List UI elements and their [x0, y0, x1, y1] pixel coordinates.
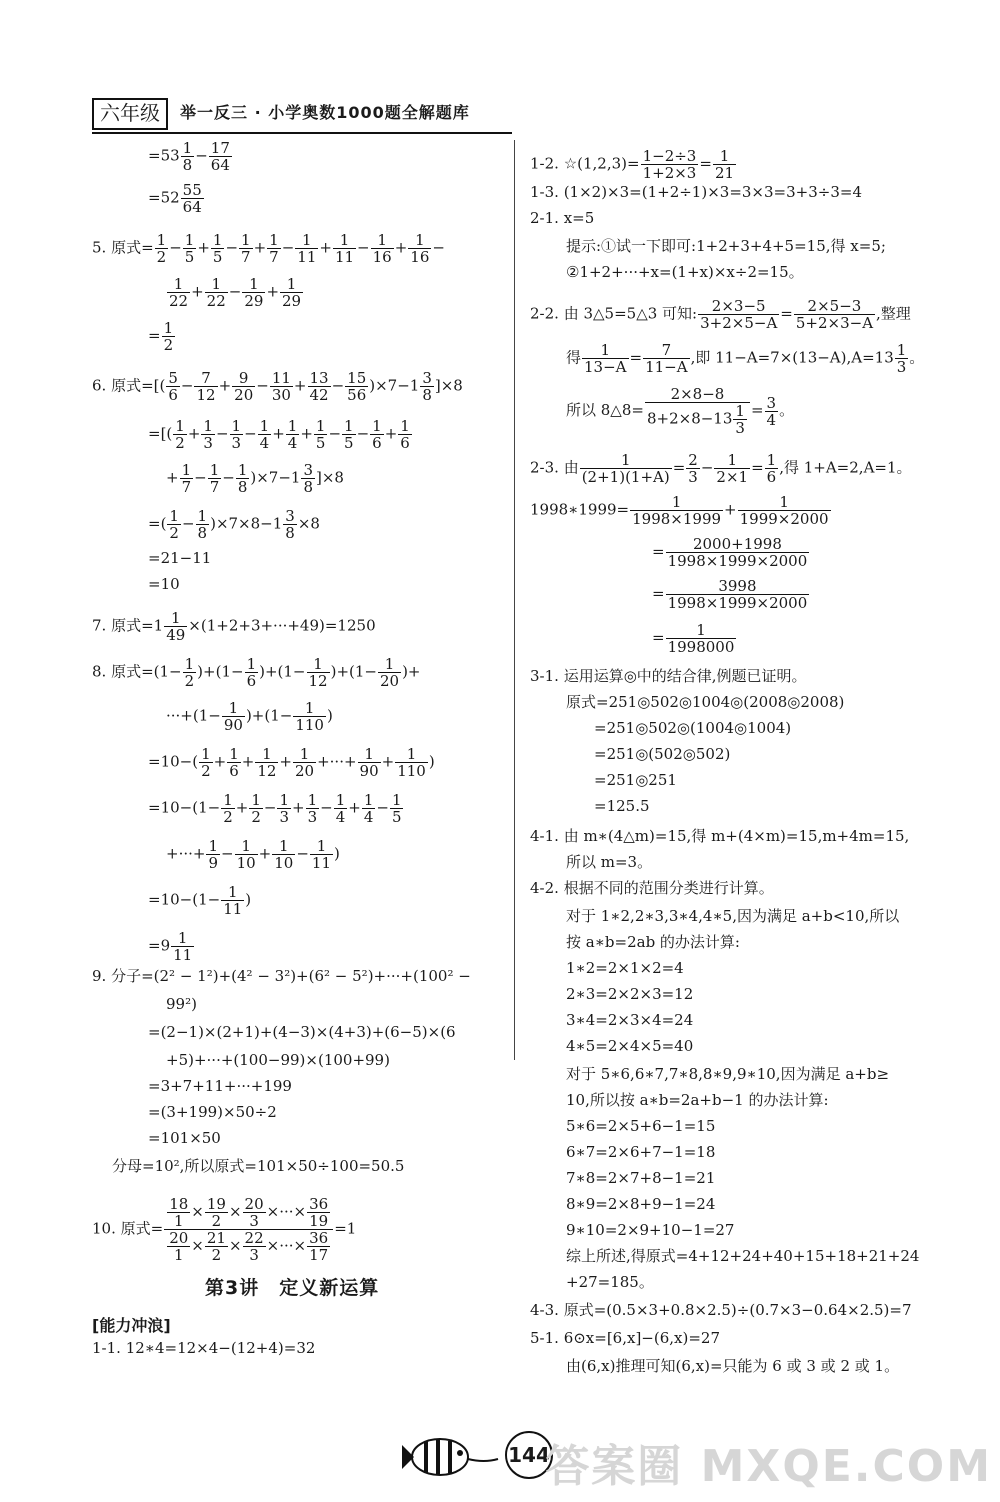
grade-label: 六年级 [92, 98, 168, 130]
header-rule [92, 132, 512, 134]
column-divider [514, 140, 515, 1060]
text-line: =125.5 [594, 797, 650, 815]
problem-7: 7. 原式=1 $\frac{1}{49}$ ×(1+2+3+···+49)=1250 [92, 609, 376, 644]
text-line: =251◎502◎(1004◎1004) [594, 719, 792, 737]
text-line: 7∗8=2×7+8−1=21 [566, 1169, 716, 1187]
text-line: 得 $\frac{1}{13-A}$ = $\frac{7}{11-A}$ ,即 11−A=7×(13−A),A=13 $\frac{1}{3}$ 。 [566, 341, 925, 376]
text-line: ②1+2+···+x=(1+x)×x÷2=15。 [566, 263, 804, 281]
text-line: =10−(1− $\frac{1}{11}$ ) [148, 883, 252, 918]
text-line: =( $\frac{1}{2}$ − $\frac{1}{8}$ )×7×8−1 $\frac{3}{8}$ ×8 [148, 507, 320, 542]
problem-1-1: 1-1. 12∗4=12×4−(12+4)=32 [92, 1339, 316, 1357]
problem-4-3: 4-3. 原式=(0.5×3+0.8×2.5)÷(0.7×3−0.64×2.5)=7 [530, 1301, 912, 1319]
series-title: 举一反三 · 小学奥数1000题全解题库 [180, 103, 470, 122]
text-line: +27=185。 [566, 1273, 654, 1291]
problem-3-1: 3-1. 运用运算◎中的结合律,例题已证明。 [530, 667, 807, 685]
problem-1-2: 1-2. ☆(1,2,3)= $\frac{1-2\div 3}{1+2\times 3}$ = $\frac{1}{21}$ [530, 147, 735, 182]
fish-icon [400, 1425, 500, 1485]
text-line: 所以 8△8= 2×8−8 8+2×8−13 $\frac{1}{3}$ = $\frac{3}{4}$ 。 [566, 385, 795, 437]
text-line: +5)+···+(100−99)×(100+99) [166, 1051, 390, 1069]
text-line: +···+ $\frac{1}{9}$ − $\frac{1}{10}$ + $\frac{1}{10}$ − $\frac{1}{11}$ ) [166, 837, 340, 872]
watermark: 答案圈 MXQE.COM [545, 1441, 992, 1492]
text-line: 10,所以按 a∗b=2a+b−1 的办法计算: [566, 1091, 829, 1109]
text-line: 99²) [166, 995, 197, 1013]
text-line: 1998∗1999= $\frac{1}{1998\times 1999}$ + $\frac{1}{1999\times 2000}$ [530, 493, 829, 528]
text-line: 按 a∗b=2ab 的办法计算: [566, 933, 740, 951]
problem-1-3: 1-3. (1×2)×3=(1+2÷1)×3=3×3=3+3÷3=4 [530, 183, 862, 201]
problem-4-1: 4-1. 由 m∗(4△m)=15,得 m+(4×m)=15,m+4m=15, [530, 827, 910, 845]
text-line: =53 $\frac{1}{8}$ − $\frac{17}{64}$ [148, 139, 230, 174]
text-line: 5∗6=2×5+6−1=15 [566, 1117, 716, 1135]
text-line: =251◎(502◎502) [594, 745, 731, 763]
text-line: 3∗4=2×3×4=24 [566, 1011, 694, 1029]
text-line: = $\frac{3998}{1998\times 1999\times 2000}$ [652, 577, 808, 612]
text-line: 对于 1∗2,2∗3,3∗4,4∗5,因为满足 a+b<10,所以 [566, 907, 900, 925]
text-line: =10−( $\frac{1}{2}$ + $\frac{1}{6}$ + $\frac{1}{12}$ + $\frac{1}{20}$ +···+ $\frac{1}{90}$ + $\frac{1}{110}$ ) [148, 745, 435, 780]
text-line: =10−(1− $\frac{1}{2}$ + $\frac{1}{2}$ − $\frac{1}{3}$ + $\frac{1}{3}$ − $\frac{1}{4}$ + $\frac{1}{4}$ − $\frac{1}{5}$ [148, 791, 402, 826]
text-line: 所以 m=3。 [566, 853, 653, 871]
text-line: 原式=251◎502◎1004◎(2008◎2008) [566, 693, 845, 711]
text-line: 2∗3=2×2×3=12 [566, 985, 694, 1003]
text-line: 9∗10=2×9+10−1=27 [566, 1221, 735, 1239]
text-line: = $\frac{1}{1998000}$ [652, 621, 735, 656]
problem-2-2: 2-2. 由 3△5=5△3 可知: $\frac{2\times 3-5}{3+2\times 5-A}$ = $\frac{2\times 5-3}{5+2\times 3-A}$ ,整理 [530, 297, 911, 332]
problem-2-3: 2-3. 由 $\frac{1}{(2+1)(1+A)}$ = $\frac{2}{3}$ − $\frac{1}{2\times 1}$ = $\frac{1}{6}$ ,得 1+A=2,A=1。 [530, 451, 912, 486]
text-line: =21−11 [148, 549, 212, 567]
problem-4-2: 4-2. 根据不同的范围分类进行计算。 [530, 879, 774, 897]
text-line: =(3+199)×50÷2 [148, 1103, 277, 1121]
page-header [92, 98, 532, 130]
problem-10: 10. 原式= $\frac{18}{1}$ × $\frac{19}{2}$ × $\frac{20}{3}$ ×···× $\frac{36}{19}$ $\frac{20}{1}$ × $\frac{21}{2}$ × $\frac{22}{3}$ ×···× $\frac{36}{17}$ =1 [92, 1195, 357, 1264]
problem-9: 9. 分子=(2² − 1²)+(4² − 3²)+(6² − 5²)+···+(100² − [92, 967, 471, 985]
problem-5: 5. 原式= $\frac{1}{2}$ − $\frac{1}{5}$ + $\frac{1}{5}$ − $\frac{1}{7}$ + $\frac{1}{7}$ − $\frac{1}{11}$ + $\frac{1}{11}$ − $\frac{1}{16}$ + $\frac{1}{16}$ − [92, 231, 445, 266]
text-line: = $\frac{2000+1998}{1998\times 1999\times 2000}$ [652, 535, 808, 570]
text-line: 对于 5∗6,6∗7,7∗8,8∗9,9∗10,因为满足 a+b≥ [566, 1065, 890, 1083]
text-line: 6∗7=2×6+7−1=18 [566, 1143, 716, 1161]
text-line: + $\frac{1}{7}$ − $\frac{1}{7}$ − $\frac{1}{8}$ )×7−1 $\frac{3}{8}$ ]×8 [166, 461, 344, 496]
text-line: 提示:①试一下即可:1+2+3+4+5=15,得 x=5; [566, 237, 886, 255]
text-line: 由(6,x)推理可知(6,x)=只能为 6 或 3 或 2 或 1。 [566, 1357, 900, 1375]
page-number: 144 [505, 1431, 553, 1479]
text-line: = $\frac{1}{2}$ [148, 319, 174, 354]
text-line: 综上所述,得原式=4+12+24+40+15+18+21+24 [566, 1247, 920, 1265]
text-line: =(2−1)×(2+1)+(4−3)×(4+3)+(6−5)×(6 [148, 1023, 456, 1041]
text-line: ···+(1− $\frac{1}{90}$ )+(1− $\frac{1}{110}$ ) [166, 699, 333, 734]
text-line: 1∗2=2×1×2=4 [566, 959, 684, 977]
text-line: $\frac{1}{22}$ + $\frac{1}{22}$ − $\frac{1}{29}$ + $\frac{1}{29}$ [169, 275, 302, 310]
text-line: 8∗9=2×8+9−1=24 [566, 1195, 716, 1213]
text-line: =52 $\frac{55}{64}$ [148, 181, 202, 216]
text-line: =[( $\frac{1}{2}$ + $\frac{1}{3}$ − $\frac{1}{3}$ − $\frac{1}{4}$ + $\frac{1}{4}$ + $\frac{1}{5}$ − $\frac{1}{5}$ − $\frac{1}{6}$ + $\frac{1}{6}$ [148, 417, 410, 452]
subhead: [能力冲浪] [92, 1316, 171, 1335]
problem-2-1: 2-1. x=5 [530, 209, 595, 227]
problem-6: 6. 原式=[( $\frac{5}{6}$ − $\frac{7}{12}$ + $\frac{9}{20}$ − $\frac{11}{30}$ + $\frac{13}{42}$ − $\frac{15}{56}$ )×7−1 $\frac{3}{8}$ ]×8 [92, 369, 463, 404]
text-line: =10 [148, 575, 180, 593]
text-line: =3+7+11+···+199 [148, 1077, 292, 1095]
problem-5-1: 5-1. 6⊙x=[6,x]−(6,x)=27 [530, 1329, 721, 1347]
problem-8: 8. 原式=(1− $\frac{1}{2}$ )+(1− $\frac{1}{6}$ )+(1− $\frac{1}{12}$ )+(1− $\frac{1}{20}$ )+ [92, 655, 421, 690]
text-line: =9 $\frac{1}{11}$ [148, 929, 193, 964]
text-line: =251◎251 [594, 771, 677, 789]
text-line: =101×50 [148, 1129, 221, 1147]
section-title: 第3讲 定义新运算 [205, 1277, 380, 1299]
text-line: 分母=10²,所以原式=101×50÷100=50.5 [112, 1157, 405, 1175]
text-line: 4∗5=2×4×5=40 [566, 1037, 694, 1055]
